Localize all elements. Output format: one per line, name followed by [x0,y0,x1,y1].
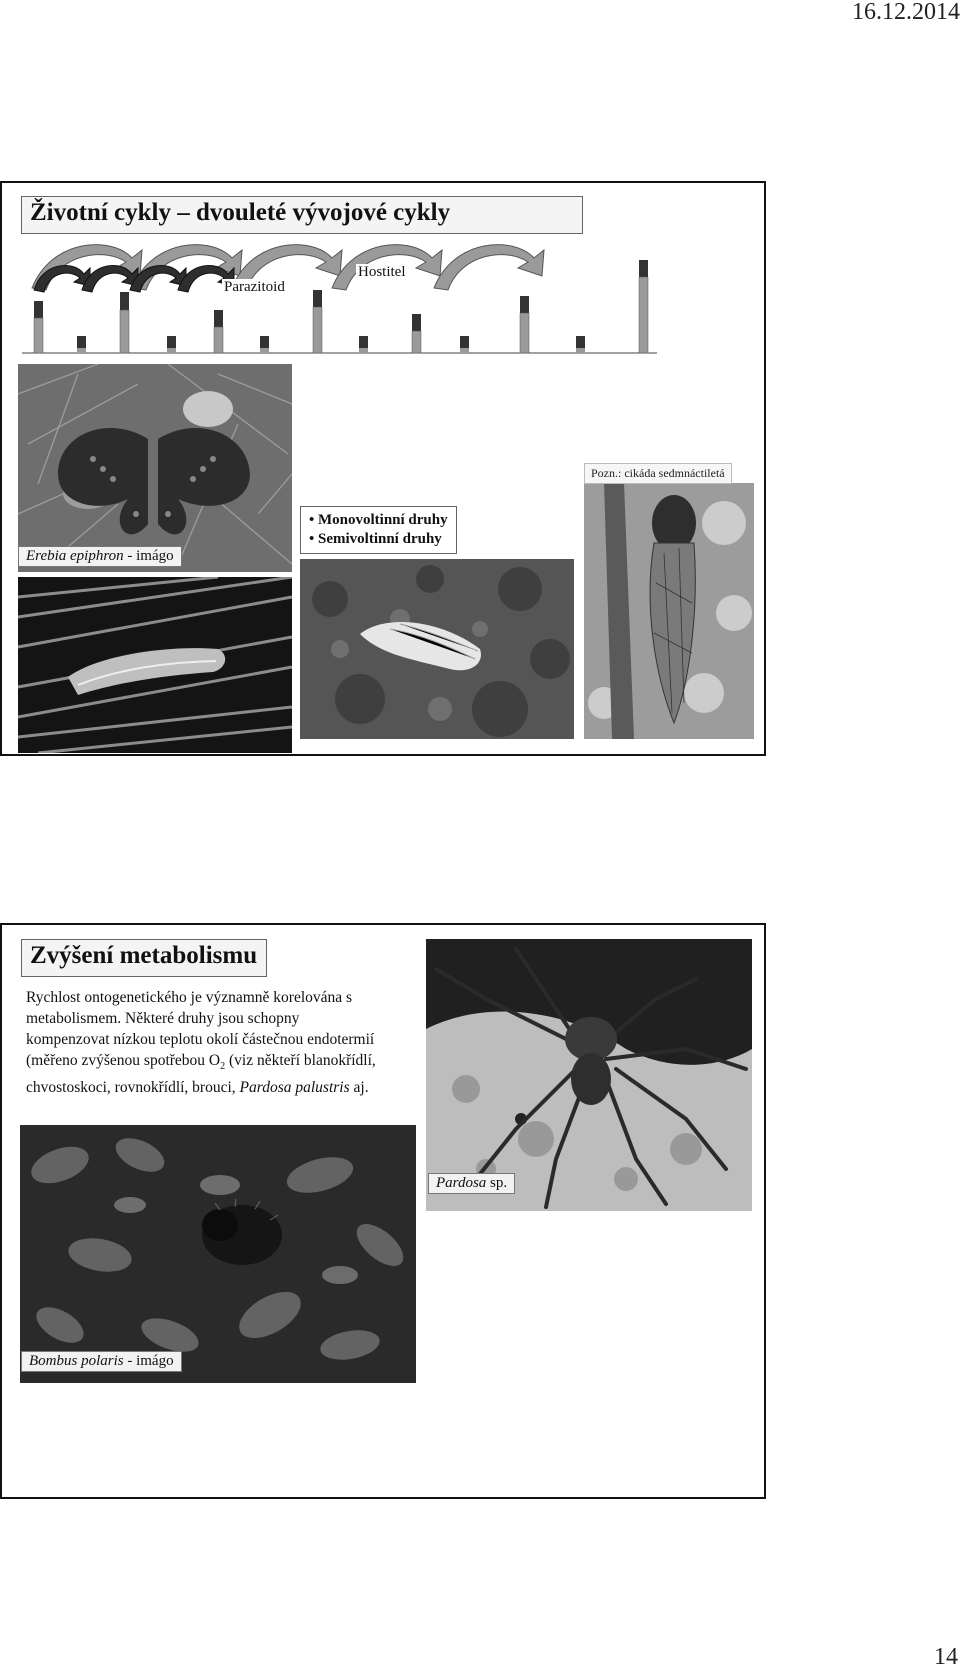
header-date: 16.12.2014 [852,0,960,25]
photo-erebia-butterfly [18,364,292,572]
paragraph-line-5 [26,1077,436,1098]
photo-bombus-bumblebee [20,1125,416,1383]
paragraph-line-4 [26,1050,436,1077]
o2-subscript: 2 [220,1061,226,1073]
caption-bombus [21,1351,182,1372]
caption-bombus-species: Bombus polaris [29,1353,124,1369]
paragraph-line-4b: (viz někteří blanokřídlí, [225,1052,376,1069]
caption-pardosa [428,1173,515,1194]
photo-pupa [300,559,574,739]
caption-erebia-suffix: - imágo [123,548,174,564]
paragraph-line-5a: chvostoskoci, rovnokřídlí, brouci, [26,1079,240,1097]
slide-metabolism [0,923,766,1499]
label-parasitoid: Parazitoid [224,279,285,295]
caption-bombus-suffix: - imágo [123,1353,174,1369]
photo-cicada [584,483,754,739]
caption-erebia [18,546,182,567]
label-host: Hostitel [358,264,406,280]
note-cicada: Pozn.: cikáda sedmnáctiletá [584,463,732,484]
bullet-monovoltine: • Monovoltinní druhy [309,512,448,528]
paragraph-line-2: metabolismem. Některé druhy jsou schopny [26,1010,300,1027]
slide2-title: Zvýšení metabolismu [21,939,267,977]
slide-life-cycles [0,181,766,756]
metabolism-paragraph [26,987,436,1098]
caption-erebia-species: Erebia epiphron [26,548,124,564]
voltinism-bullets [300,506,457,554]
photo-pardosa-spider [426,939,752,1211]
paragraph-line-4a: (měřeno zvýšenou spotřebou O [26,1052,221,1069]
cycle-diagram [2,228,702,358]
photo-caterpillar [18,577,292,753]
paragraph-line-1: Rychlost ontogenetického je významně korelována s [26,989,353,1006]
page-number: 14 [934,1644,958,1670]
slide1-title: Životní cykly – dvouleté vývojové cykly [21,196,583,234]
pardosa-palustris-italic: Pardosa palustris [239,1079,350,1097]
caption-pardosa-suffix: sp. [486,1175,508,1191]
caption-pardosa-species: Pardosa [436,1175,487,1191]
paragraph-line-3: kompenzovat nízkou teplotu okolí částečnou endotermií [26,1031,375,1048]
paragraph-line-5b: aj. [349,1079,369,1097]
bullet-semivoltine: • Semivoltinní druhy [309,531,442,547]
